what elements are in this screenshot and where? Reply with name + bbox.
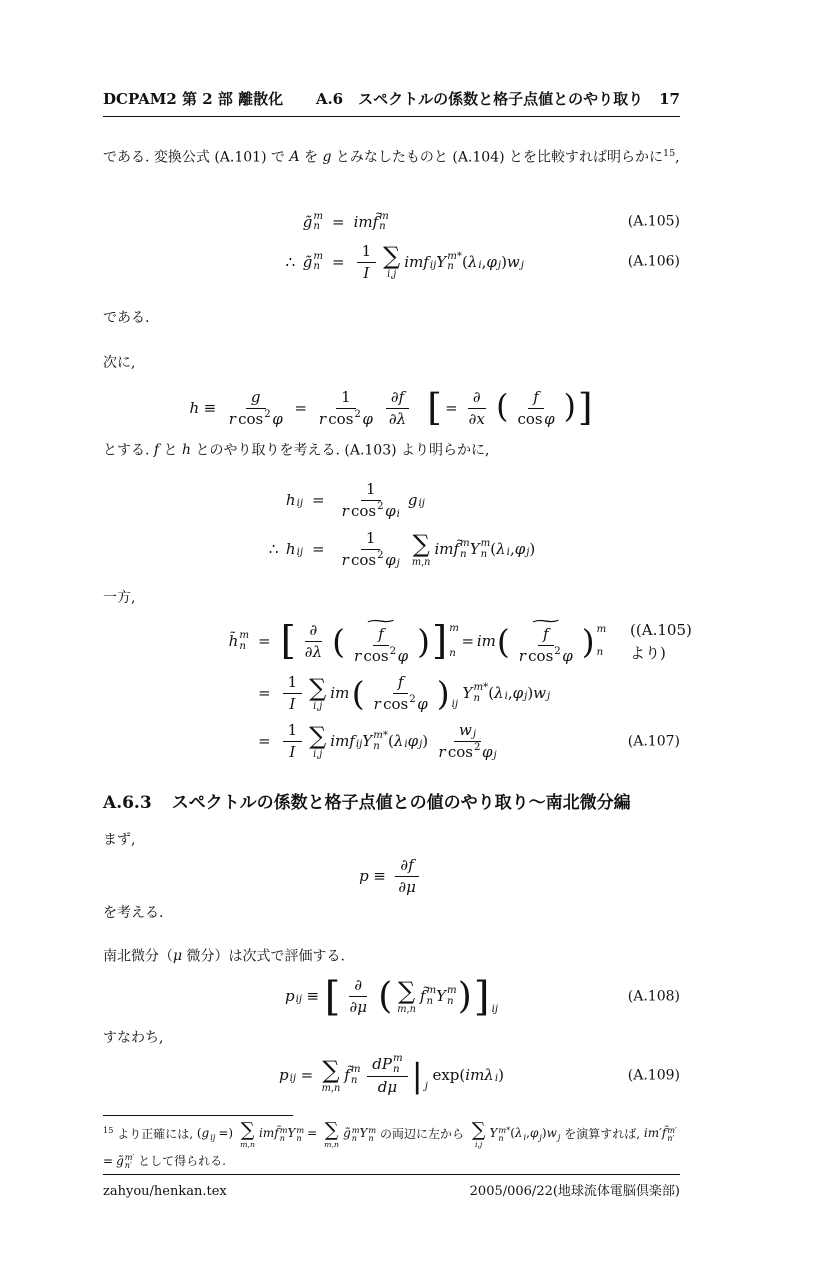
page-number: 17: [659, 90, 680, 108]
page-footer: [103, 1175, 680, 1202]
paragraph-tosuru: とする. f と h とのやり取りを考える. (A.103) より明らかに,: [103, 442, 490, 459]
section-heading: [103, 791, 680, 817]
header-section-title: A.6 スペクトルの係数と格子点値とのやり取り: [315, 90, 644, 108]
equation-h-definition: [103, 380, 680, 436]
paragraph-tsugini: 次に,: [103, 355, 136, 371]
equation-number: (A.107): [627, 733, 680, 749]
equation-number: (A.106): [627, 253, 680, 270]
equals-sign: =: [332, 252, 345, 271]
paragraph-sunawachi: すなわち,: [103, 1029, 164, 1046]
equation-lhs: g̃ m n: [302, 210, 323, 232]
equation-lhs: h̃ m n: [228, 630, 249, 652]
equation-group-h: [103, 476, 680, 576]
footer-area: [103, 1174, 680, 1273]
equation-rhs: im f̃ m n: [353, 210, 389, 232]
equation-a105: [103, 206, 680, 238]
equation-a106: [103, 240, 680, 284]
equation-group-htilde: [103, 611, 697, 767]
equation-lhs: h ij: [285, 491, 303, 510]
page-header: [103, 88, 680, 111]
equation-lhs: ∴ g̃ m n: [285, 250, 323, 272]
equation-a109: [103, 1049, 680, 1103]
equation-rhs: 1 I ∑ i , j im f ij Y m* n ( λ i φ j ) w j r cos 2 φ j: [280, 721, 505, 762]
header-doc-title: DCPAM2 第 2 部 離散化: [103, 90, 284, 108]
equation-body: p ij = ∑ m , n f̃ m n d P m n d μ | j exp ( im λ i ): [279, 1053, 504, 1096]
footnote: $^{15}$ より正確には, ( g ij =) ∑ m , n im f̃ m n Y m n = ∑ m , n g̃ m n Y m n の両辺に左から ∑ i , j Y m* n ( λ i , φ j ) w j を演算すれば, im′ f̃ m′ n′ = g̃ m′ n′ として得られる.: [103, 1117, 677, 1171]
equals-sign: =: [332, 212, 345, 231]
paragraph-kangaeru: を考える.: [103, 905, 164, 921]
equation-htilde-2: [103, 671, 680, 717]
equals-sign: =: [258, 684, 271, 703]
footer-filename: zahyou/henkan.tex: [103, 1183, 227, 1199]
paragraph-ippou: 一方,: [103, 589, 136, 606]
equation-rhs: 1 r cos 2 φ i g ij: [341, 480, 425, 521]
section-title: スペクトルの係数と格子点値との値のやり取り〜南北微分編: [171, 792, 631, 813]
equation-lhs: ∴ h ij: [268, 540, 303, 559]
header-rule: [103, 116, 680, 117]
equation-hij-2: [103, 526, 680, 574]
equals-sign: =: [258, 732, 271, 751]
equation-number: (A.105): [627, 213, 680, 230]
header-right: [316, 88, 680, 111]
equals-sign: =: [258, 632, 271, 651]
paragraph-nanboku: 南北微分（ μ 微分）は次式で評価する.: [103, 948, 346, 965]
equation-htilde-1: [103, 611, 697, 669]
equation-rhs: 1 I ∑ i , j im ( f r cos 2 φ ) ij Y m* n ( λ i , φ j ) w j: [280, 673, 551, 714]
equation-body: p ij ≡ [ ∂ ∂ μ ( ∑ m , n f̃ m n Y m n ) ] ij: [285, 972, 498, 1021]
equation-number: (A.108): [627, 988, 680, 1004]
paragraph-intro: である. 変換公式 (A.101) で A を g とみなしたものと (A.104) とを比較すれば明らかに$^{15}$,: [103, 147, 680, 165]
equation-a107: [103, 719, 680, 765]
equation-rhs: 1 I ∑ i , j im f ij Y m* n ( λ i , φ j ) w j: [354, 242, 524, 283]
equation-body: p ≡ ∂ f ∂ μ: [359, 856, 424, 897]
equals-sign: =: [312, 540, 325, 559]
equation-body: h ≡ g r cos 2 φ = 1 r cos 2 φ ∂ f ∂ λ [ = ∂ ∂ x ( f cos φ ) ]: [189, 385, 593, 430]
equation-rhs: [ ∂ ∂ λ ( ∼ f r cos 2 φ ) ] m n = im ( ∼ f r cos 2 φ ) m n ((A.105) より): [280, 611, 697, 665]
footer-date-credit: 2005/006/22(地球流体電脳倶楽部): [469, 1183, 680, 1199]
equation-rhs: 1 r cos 2 φ j ∑ m , n im f̃ m n Y m n ( λ i , φ j ): [341, 529, 536, 570]
paragraph-mazu: まず,: [103, 832, 136, 848]
equation-p-definition: [103, 853, 680, 899]
equals-sign: =: [312, 491, 325, 510]
footnote-rule: [103, 1115, 293, 1116]
equation-hij-1: [103, 478, 680, 524]
equation-group-g: [103, 204, 680, 286]
equation-number: (A.109): [627, 1067, 680, 1083]
section-number: A.6.3: [103, 792, 152, 813]
equation-a108: [103, 968, 680, 1026]
paragraph-dearu: である.: [103, 310, 150, 326]
